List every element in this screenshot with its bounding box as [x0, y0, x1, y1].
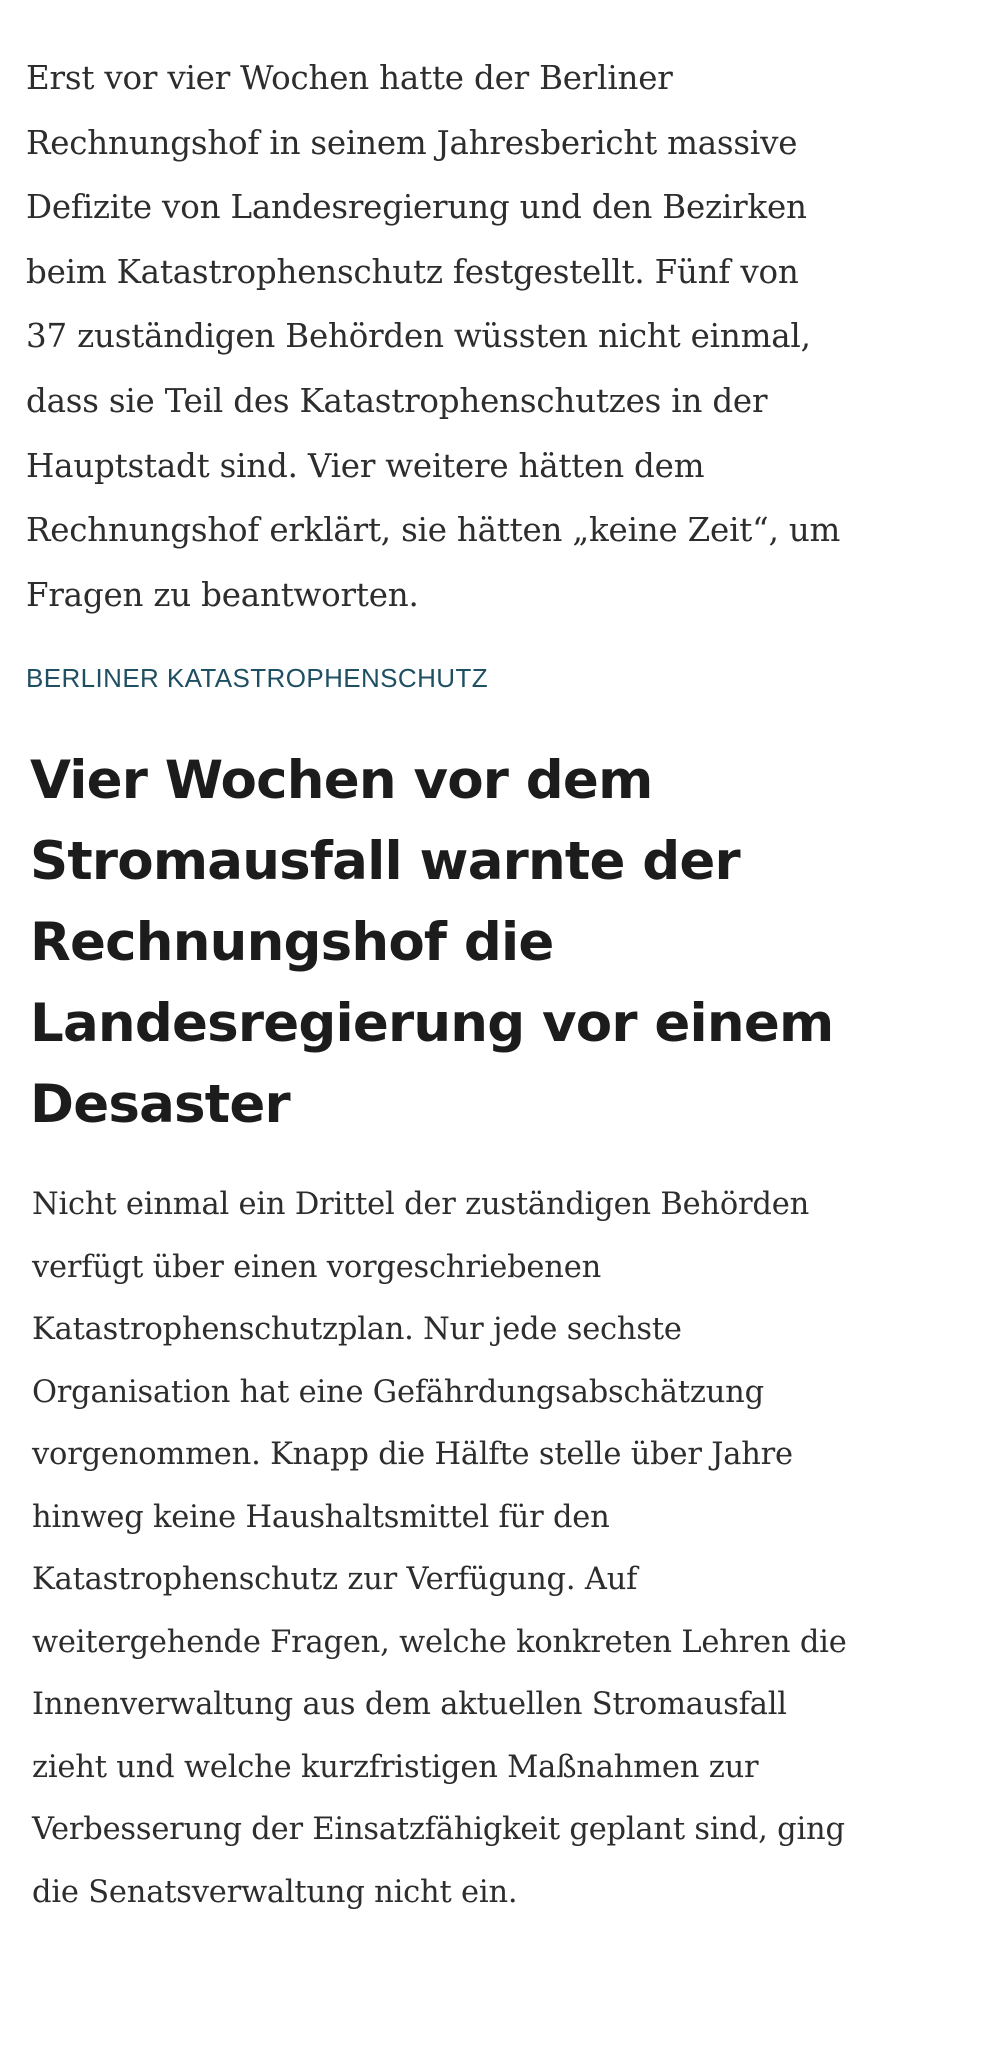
related-article-teaser[interactable]: [26, 660, 926, 1910]
teaser-kicker: BERLINER KATASTROPHENSCHUTZ: [26, 663, 489, 693]
intro-paragraph: Erst vor vier Wochen hatte der Berliner Rechnungshof in seinem Jahresbericht massive Defizite von Landesregierung und den Bezirken beim Katastrophenschutz festgestellt. Fünf von 37 zuständigen Behörden wüssten nicht einmal, dass sie Teil des Katastrophenschutzes in der Hauptstadt sind. Vier weitere hätten dem Rechnungshof erklärt, sie hätten „keine Zeit“, um Fragen zu beantworten.: [26, 59, 841, 614]
teaser-summary: Nicht einmal ein Drittel der zuständigen Behörden verfügt über einen vorgeschriebenen Katastrophenschutzplan. Nur jede sechste Organisation hat eine Gefährdungsabschätzung vorgenommen. Knapp die Hälfte stelle über Jahre hinweg keine Haushaltsmittel für den Katastrophenschutz zur Verfügung. Auf weitergehende Fragen, welche konkreten Lehren die Innenverwaltung aus dem aktuellen Stromausfall zieht und welche kurzfristigen Maßnahmen zur Verbesserung der Einsatzfähigkeit geplant sind, ging die Senatsverwaltung nicht ein.: [32, 1187, 847, 1910]
teaser-headline-link[interactable]: Vier Wochen vor dem Stromausfall warnte der Rechnungshof die Landesregierung vor einem Desaster: [30, 750, 834, 1135]
